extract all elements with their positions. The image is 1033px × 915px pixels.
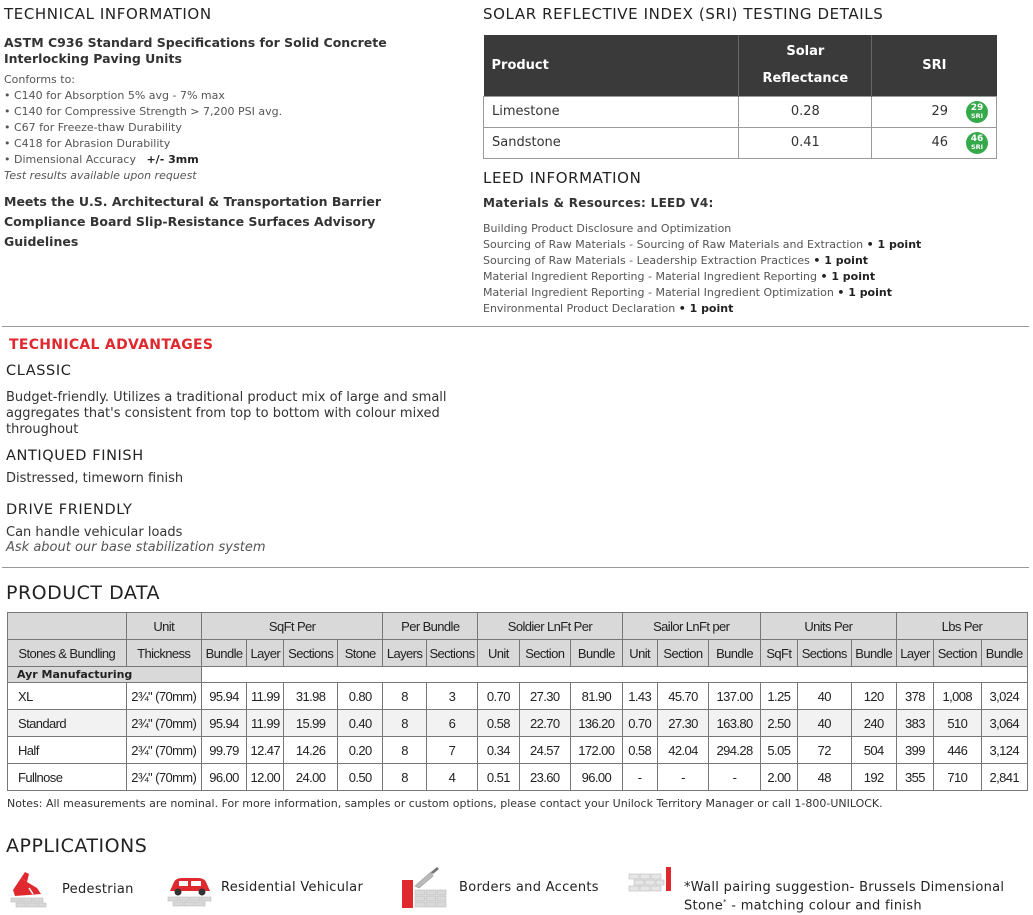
drive-note: Ask about our base stabilization system	[6, 540, 266, 555]
table-row: Fullnose 2¾" (70mm) 96.00 12.00 24.00 0.50 8 4 0.51 23.60 96.00 - - - 2.00 48 192 355 710 2,841	[8, 764, 1028, 791]
sri-row: Sandstone 0.41 46 46 SRI	[484, 127, 997, 158]
advantages-heading: TECHNICAL ADVANTAGES	[9, 337, 214, 353]
leed-item: Sourcing of Raw Materials - Sourcing of Raw Materials and Extraction • 1 point	[483, 238, 922, 251]
dimensional-accuracy: • Dimensional Accuracy +/- 3mm	[4, 153, 199, 166]
table-row: XL 2¾" (70mm) 95.94 11.99 31.98 0.80 8 3 0.70 27.30 81.90 1.43 45.70 137.00 1.25 40 120 378 1,008 3,024	[8, 683, 1028, 710]
antiqued-text: Distressed, timeworn finish	[6, 471, 184, 486]
leed-item: Environmental Product Declaration • 1 point	[483, 302, 734, 315]
group-row: Ayr Manufacturing	[8, 667, 1028, 683]
dimensional-value: +/- 3mm	[146, 153, 199, 166]
results-note: Test results available upon request	[4, 169, 197, 182]
trowel-icon	[401, 866, 449, 910]
product-notes: Notes: All measurements are nominal. For more information, samples or custom options, please contact your Unilock Territory Manager or call 1-800-UNILOCK.	[7, 797, 883, 810]
leed-item: Material Ingredient Reporting - Material Ingredient Reporting • 1 point	[483, 270, 876, 283]
leed-item: Material Ingredient Reporting - Material Ingredient Optimization • 1 point	[483, 286, 892, 299]
leed-item: Building Product Disclosure and Optimization	[483, 222, 732, 235]
sri-heading: SOLAR REFLECTIVE INDEX (SRI) TESTING DETAILS	[483, 5, 884, 23]
car-icon	[166, 872, 214, 910]
conforms-item: • C140 for Compressive Strength > 7,200 PSI avg.	[4, 105, 283, 118]
sri-col-solar: Solar Reflectance	[739, 35, 872, 96]
applications-heading: APPLICATIONS	[6, 835, 148, 857]
board-compliance: Meets the U.S. Architectural & Transportation Barrier Compliance Board Slip-Resistance Surfaces Advisory Guidelines	[4, 194, 382, 249]
drive-title: DRIVE FRIENDLY	[6, 502, 133, 518]
pedestrian-icon	[7, 868, 51, 910]
conforms-item: • C140 for Absorption 5% avg - 7% max	[4, 89, 225, 102]
standard-title: ASTM C936 Standard Specifications for Solid Concrete Interlocking Paving Units	[4, 35, 387, 66]
borders-accents-label: Borders and Accents	[459, 880, 599, 895]
sri-badge: 29 SRI	[966, 101, 988, 123]
wall-pairing-note: *Wall pairing suggestion- Brussels Dimensional Stone* - matching colour and finish	[684, 880, 1005, 914]
drive-text: Can handle vehicular loads	[6, 525, 183, 540]
product-data-heading: PRODUCT DATA	[6, 582, 161, 604]
conforms-item: • C67 for Freeze-thaw Durability	[4, 121, 182, 134]
table-row: Half 2¾" (70mm) 99.79 12.47 14.26 0.20 8 7 0.34 24.57 172.00 0.58 42.04 294.28 5.05 72 504 399 446 3,124	[8, 737, 1028, 764]
sri-badge: 46 SRI	[966, 132, 988, 154]
conforms-list	[4, 72, 444, 184]
product-data-table	[7, 612, 1028, 791]
sri-table	[483, 35, 997, 159]
conforms-label: Conforms to:	[4, 73, 76, 86]
leed-heading: LEED INFORMATION	[483, 169, 642, 187]
leed-item: Sourcing of Raw Materials - Leadership Extraction Practices • 1 point	[483, 254, 869, 267]
wall-icon	[628, 866, 674, 892]
classic-text: Budget-friendly. Utilizes a traditional product mix of large and small aggregates that's consistent from top to bottom with colour mixed throughout	[6, 390, 447, 437]
leed-list	[483, 221, 1023, 317]
pedestrian-label: Pedestrian	[62, 882, 134, 897]
conforms-item: • C418 for Abrasion Durability	[4, 137, 171, 150]
section-divider	[2, 326, 1029, 327]
section-divider	[2, 567, 1029, 568]
sub-header-row: Stones & Bundling Thickness Bundle Layer Sections Stone Layers Sections Unit Section Bundle Unit Section Bundle SqFt Sections Bundle Layer Section Bundle	[8, 640, 1028, 667]
classic-title: CLASSIC	[6, 363, 72, 379]
sri-row: Limestone 0.28 29 29 SRI	[484, 96, 997, 127]
sri-col-sri: SRI	[872, 35, 997, 96]
leed-subheading: Materials & Resources: LEED V4:	[483, 196, 714, 210]
technical-info-heading: TECHNICAL INFORMATION	[4, 5, 212, 23]
table-row: Standard 2¾" (70mm) 95.94 11.99 15.99 0.40 8 6 0.58 22.70 136.20 0.70 27.30 163.80 2.50 40 240 383 510 3,064	[8, 710, 1028, 737]
group-header-row: Unit SqFt Per Per Bundle Soldier LnFt Per Sailor LnFt per Units Per Lbs Per	[8, 613, 1028, 640]
antiqued-title: ANTIQUED FINISH	[6, 448, 144, 464]
sri-col-product: Product	[484, 35, 739, 96]
residential-vehicular-label: Residential Vehicular	[221, 880, 364, 895]
